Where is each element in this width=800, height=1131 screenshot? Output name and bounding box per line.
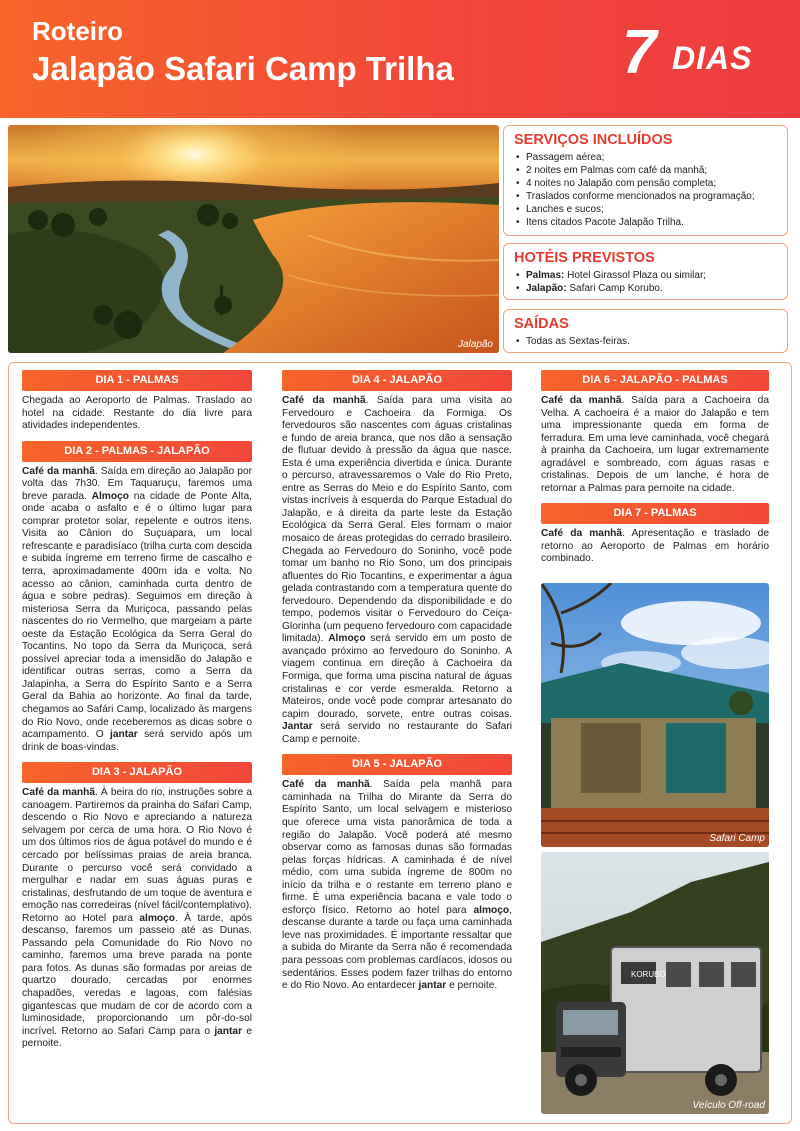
day-3-title: DIA 3 - JALAPÃO bbox=[22, 762, 252, 783]
day-3-text: Café da manhã. À beira do rio, instruções sobre a canoagem. Partiremos da prainha do Safari Camp, descendo o Rio Novo e apreciando a natureza selvagem por cerca de uma hora. O Rio Novo é um dos últimos rios de água potável do mundo e é cercado por belíssimas praias de areia branca. Durante o percurso você será convidado a mergulhar e nadar em suas águas puras e cristalinas, desfrutando de um toque de aventura e emoção nas corredeiras (nível fácil/contemplativo). Retorno ao Hotel para almoço. À tarde, após descanso, faremos um passeio até as Dunas. Passando pela Comunidade do Rio Novo no caminho, faremos uma breve parada na ponte para fotos. As dunas são formadas por areias de quartzo dourado, cercadas por enormes chapadões, veredas e lagoas, com falésias gigantescas que mudam de cor de acordo com a luminosidade, proporcionando um pôr-do-sol incrível. Retorno ao Safari Camp para o jantar e pernoite. bbox=[22, 787, 253, 1050]
hotel-place: Jalapão: bbox=[526, 283, 567, 294]
list-item: • 2 noites em Palmas com café da manhã; bbox=[514, 164, 777, 177]
list-item bbox=[514, 282, 777, 295]
itinerary-column-2 bbox=[282, 370, 512, 993]
itinerary-column-3 bbox=[541, 370, 769, 566]
hero-caption: Jalapão bbox=[457, 339, 493, 350]
hotels-title: HOTÉIS PREVISTOS bbox=[514, 250, 655, 266]
day-2-title: DIA 2 - PALMAS - JALAPÃO bbox=[22, 441, 252, 462]
hotel-place: Palmas: bbox=[526, 270, 565, 281]
day-5-text: Café da manhã. Saída pela manhã para caminhada na Trilha do Mirante da Serra do Espírito Santo, um local selvagem e misterioso que oferece uma vista panorâmica de toda a região do Jalapão. Você poderá até mesmo observar como as famosas dunas são formadas pelas forças hídricas. A caminhada é de nível médio, com uma subida íngreme de 800m no início da trilha e o restante em terreno plano e firme. É uma experiência bacana e vale todo o esforço físico. Retorno ao hotel para almoço, descanse durante a tarde ou faça uma caminhada leve nas proximidades. É importante ressaltar que a subida do Mirante da Serra não é recomendada para pessoas com problemas cardíacos, idosos ou sedentários. Esses podem fazer trilhas do entorno e do Rio Novo. Ao entardecer jantar e pernoite. bbox=[282, 779, 513, 992]
day-6-title: DIA 6 - JALAPÃO - PALMAS bbox=[541, 370, 769, 391]
offroad-truck-illustration bbox=[541, 852, 769, 1114]
hotels-box bbox=[503, 243, 788, 300]
day-7-title: DIA 7 - PALMAS bbox=[541, 503, 769, 524]
camp-caption: Safari Camp bbox=[709, 833, 765, 844]
departures-list bbox=[514, 335, 777, 348]
hotels-list bbox=[514, 269, 777, 295]
header-subtitle: Roteiro bbox=[32, 16, 123, 46]
list-item: • Todas as Sextas-feiras. bbox=[514, 335, 777, 348]
page-title: Jalapão Safari Camp Trilha bbox=[32, 50, 454, 87]
day-1-text: Chegada ao Aeroporto de Palmas. Traslado ao hotel na cidade. Restante do dia livre para atividades independentes. bbox=[22, 395, 252, 432]
list-item: • Traslados conforme mencionados na programação; bbox=[514, 190, 777, 203]
vehicle-photo bbox=[541, 852, 769, 1114]
list-item bbox=[514, 269, 777, 282]
services-list bbox=[514, 151, 777, 229]
list-item: • 4 noites no Jalapão com pensão completa; bbox=[514, 177, 777, 190]
day-5-title: DIA 5 - JALAPÃO bbox=[282, 754, 512, 775]
safari-tent-illustration bbox=[541, 583, 769, 847]
days-label: DIAS bbox=[672, 40, 753, 76]
safari-camp-photo bbox=[541, 583, 769, 847]
truck-logo-text: KORUBO bbox=[631, 970, 666, 979]
day-7-text: Café da manhã. Apresentação e traslado de retorno ao Aeroporto de Palmas em horário combinado. bbox=[541, 528, 769, 565]
day-4-title: DIA 4 - JALAPÃO bbox=[282, 370, 512, 391]
days-number: 7 bbox=[622, 18, 657, 87]
sunset-dunes-illustration bbox=[8, 125, 499, 353]
departures-title: SAÍDAS bbox=[514, 316, 569, 332]
services-title: SERVIÇOS INCLUÍDOS bbox=[514, 132, 673, 148]
departures-box bbox=[503, 309, 788, 353]
day-2-text: Café da manhã. Saída em direção ao Jalapão por volta das 7h30. Em Taquaruçu, faremos uma breve parada. Almoço na cidade de Ponte Alta, onde acaba o asfalto e é o último lugar para comprar protetor solar, repelente e outros itens. Visita ao Cânion do Suçuapara, um local refrescante e paradisíaco (trilha curta com descida e subida íngreme em terreno firme de cascalho e terra, aproximadamente 400m ida e volta. No acesso ao cânion, caminhada curta dentro de água e sobre pedras). Seguimos em direção à misteriosa Serra da Muriçoca, passando pelas nascentes do rio Vermelho, que margeiam a parte oeste da Estação Ecológica da Serra Geral do Tocantins. No topo da Serra da Muriçoca, será possível apreciar toda a imensidão do Jalapão e identificar outras serras, como a Serra da Jalapinha, a Serra do Espírito Santo e a Serra Geral da Bahia ao horizonte. Ao final da tarde, chegamos ao Safári Camp, localizado às margens do Rio Novo, onde receberemos as dicas sobre o acampamento. O jantar será servido após um drink de boas-vindas. bbox=[22, 465, 253, 753]
hotel-name: Hotel Girassol Plaza ou similar; bbox=[567, 270, 707, 281]
list-item: • Lanches e sucos; bbox=[514, 203, 777, 216]
header-banner bbox=[0, 0, 800, 118]
vehicle-caption: Veículo Off-road bbox=[692, 1100, 765, 1111]
itinerary-column-1 bbox=[22, 370, 252, 1051]
hero-photo bbox=[8, 125, 499, 353]
day-1-title: DIA 1 - PALMAS bbox=[22, 370, 252, 391]
day-4-text: Café da manhã. Saída para uma visita ao Fervedouro e Cachoeira da Formiga. Os fervedouros são nascentes com águas cristalinas e fundo de areia branca, que nos dão a sensação de flutuar devido à pressão da água que nasce. Esta é uma experiência divertida e única. Durante o percurso, atravessaremos o Vale do Rio Preto, entre as Serras do Meio e do Espírito Santo, com vistas incríveis à esquerda do Parque Estadual do Jalapão, e à direita da parte leste da Estação Ecológica da Serra Geral. Eles formam o maior mosaico de áreas protegidas do cerrado brasileiro. Chegada ao Fervedouro do Soninho, você pode tomar um banho no Rio Sono, um dos principais afluentes do Rio Tocantins, e experimentar a água gelada contrastando com a temperatura quente do fervedouro. Dependendo da disponibilidade e do tempo, podemos visitar o Fervedouro do Ceiça-Glorinha (um pequeno fervedouro com capacidade limitada). Almoço será servido em um posto de avançado próximo ao fervedouro do Soninho. A viagem continua em direção à Cachoeira da Formiga, que forma uma piscina natural de águas cristalinas e cor verde esmeralda. Retorno a Mateiros, onde você pode comprar artesanato do capim dourado, sorvete, entre outras coisas. Jantar será servido no restaurante do Safari Camp e pernoite. bbox=[282, 395, 513, 745]
hotel-name: Safari Camp Korubo. bbox=[569, 283, 663, 294]
list-item: • Passagem aérea; bbox=[514, 151, 777, 164]
day-6-text: Café da manhã. Saída para a Cachoeira da Velha. A cachoeira é a maior do Jalapão e tem uma impressionante queda em forma de ferradura. Em uma leve caminhada, você chegará à prainha da Cachoeira, um lugar extremamente agradável e sombreado, com águas rasas e cristalinas. Depois de um lanche, é hora de retornar a Palmas para pernoite na cidade. bbox=[541, 395, 769, 494]
services-box bbox=[503, 125, 788, 236]
list-item: • Itens citados Pacote Jalapão Trilha. bbox=[514, 216, 777, 229]
